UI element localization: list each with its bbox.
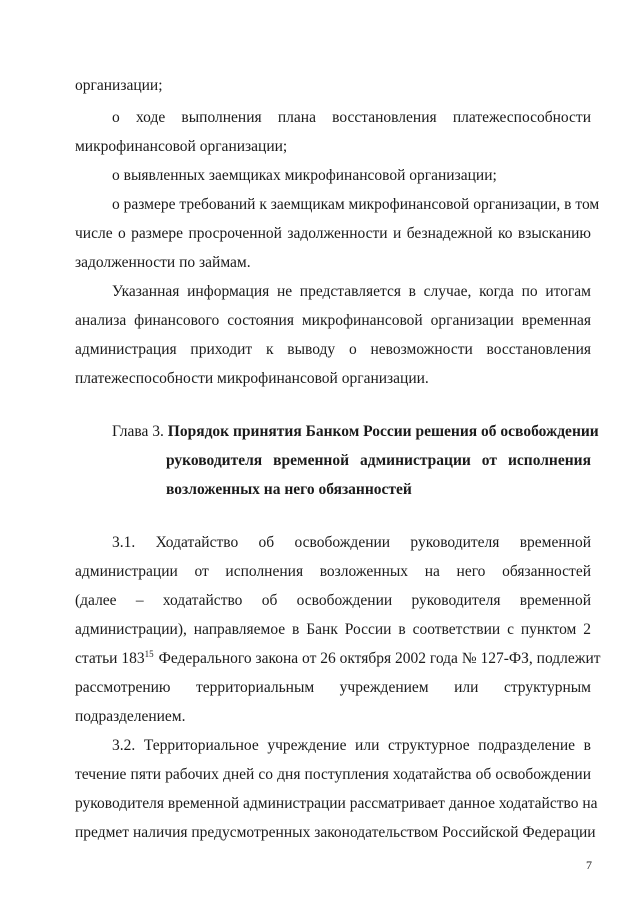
text-line: 3.2. Территориальное учреждение или структурное подразделение в xyxy=(112,737,591,754)
text-line xyxy=(75,648,601,669)
chapter-title-line: руководителя временной администрации от исполнения xyxy=(166,452,591,469)
chapter-title: Порядок принятия Банком России решения об освобождении xyxy=(167,423,599,440)
text-line: подразделением. xyxy=(75,708,186,725)
chapter-title-line: возложенных на него обязанностей xyxy=(166,481,412,498)
text-line: руководителя временной администрации рассматривает данное ходатайство на xyxy=(75,795,598,812)
text-line: Указанная информация не представляется в случае, когда по итогам xyxy=(112,283,591,300)
article-reference: статьи $183^{15}$ xyxy=(75,648,154,667)
text-line-rest: Федерального закона от 26 октября 2002 года № 127-ФЗ, подлежит xyxy=(158,650,601,667)
text-line: о ходе выполнения плана восстановления платежеспособности xyxy=(112,109,591,126)
text-line: предмет наличия предусмотренных законодательством Российской Федерации xyxy=(75,824,596,841)
text-line: о размере требований к заемщикам микрофинансовой организации, в том xyxy=(112,196,600,213)
text-line: о выявленных заемщиках микрофинансовой организации; xyxy=(112,167,497,184)
page-number: 7 xyxy=(586,858,592,872)
text-line: 3.1. Ходатайство об освобождении руководителя временной xyxy=(112,534,591,551)
text-line: микрофинансовой организации; xyxy=(75,138,288,155)
text-line: (далее – ходатайство об освобождении руководителя временной xyxy=(75,592,591,609)
chapter-prefix: Глава 3. xyxy=(112,423,164,440)
text-line: организации; xyxy=(75,77,163,94)
text-line: течение пяти рабочих дней со дня поступления ходатайства об освобождении xyxy=(75,766,591,783)
text-line: анализа финансового состояния микрофинансовой организации временная xyxy=(75,312,591,329)
text-line: платежеспособности микрофинансовой организации. xyxy=(75,370,429,387)
text-line: числе о размере просроченной задолженности и безнадежной ко взысканию xyxy=(75,225,591,242)
text-line: задолженности по займам. xyxy=(75,254,251,271)
text-line: администрация приходит к выводу о невозможности восстановления xyxy=(75,341,591,358)
text-line: администрации от исполнения возложенных на него обязанностей xyxy=(75,563,591,580)
chapter-heading-line xyxy=(112,422,599,442)
text-line: рассмотрению территориальным учреждением или структурным xyxy=(75,679,591,696)
text-line: администрации), направляемое в Банк России в соответствии с пунктом 2 xyxy=(75,621,591,638)
